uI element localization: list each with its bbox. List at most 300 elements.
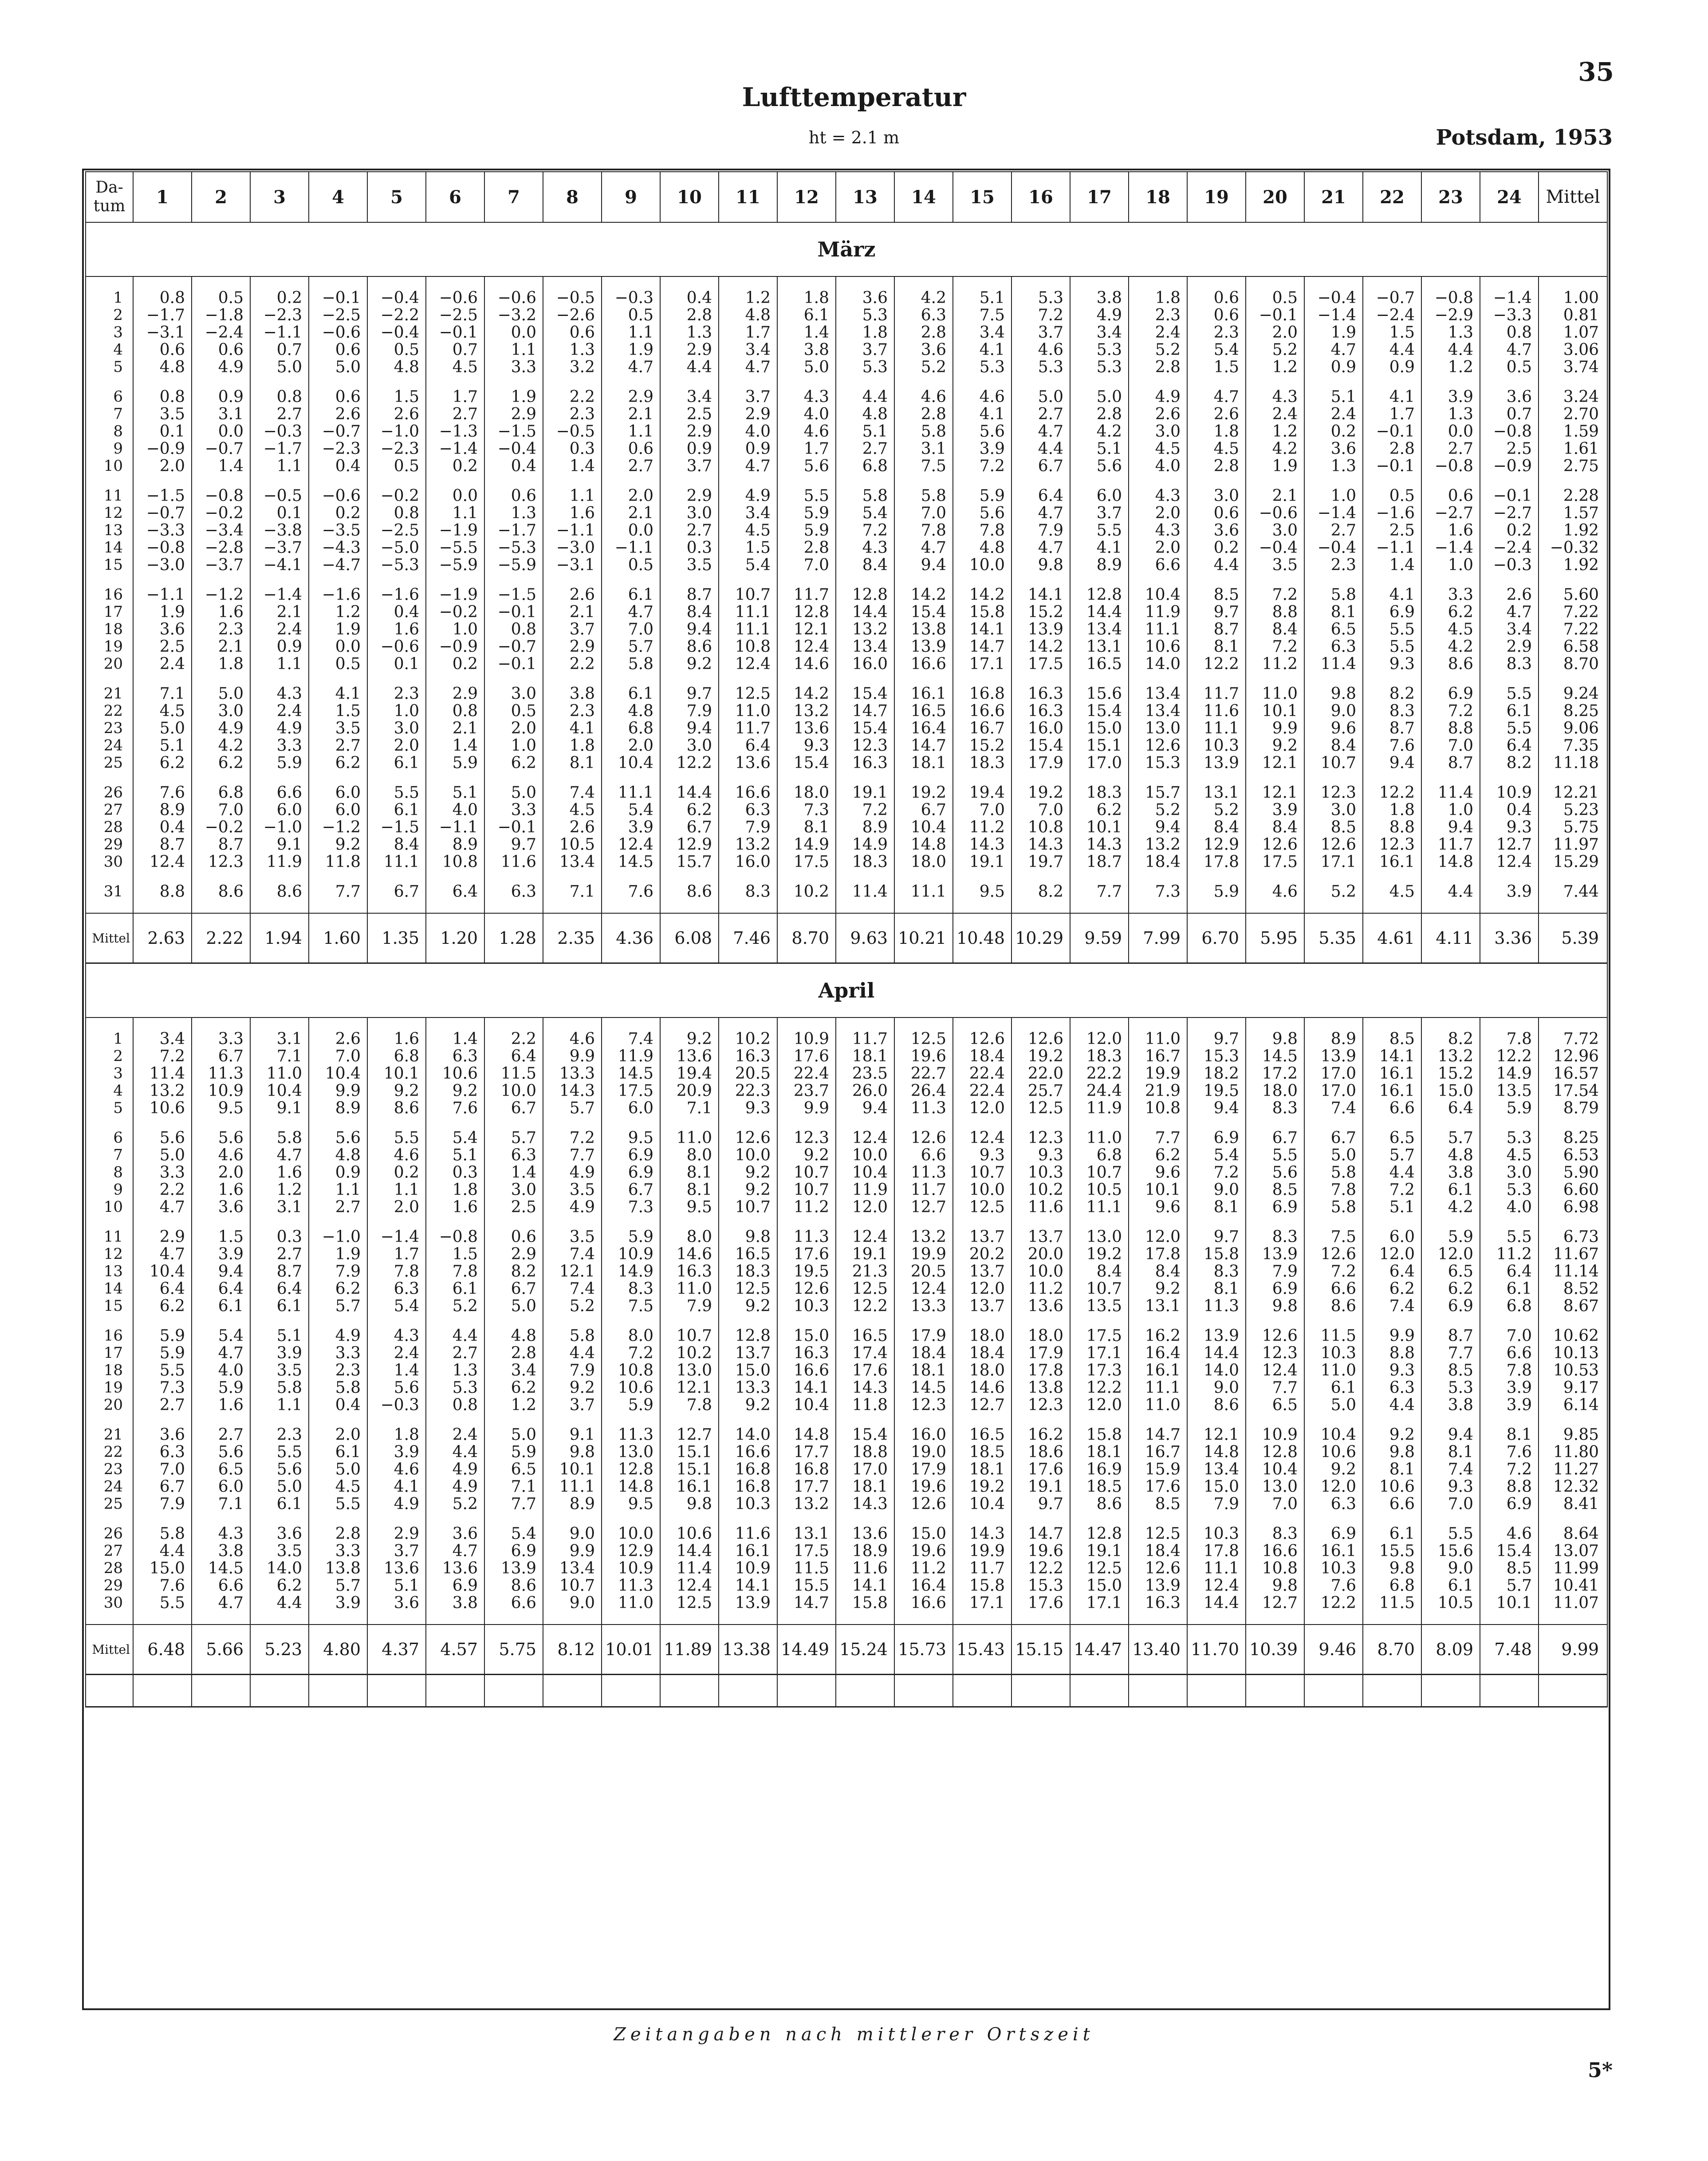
hourly-mean: 10.21 [894, 913, 953, 963]
hourly-value: 12.6 [719, 1129, 777, 1147]
hourly-value: 20.2 [953, 1246, 1011, 1263]
hourly-value: 15.1 [1070, 737, 1129, 754]
row-day: 27 [86, 1542, 133, 1560]
hourly-value: 11.6 [1011, 1199, 1070, 1216]
hourly-value: 12.9 [660, 836, 719, 853]
hourly-value: 4.7 [192, 1345, 250, 1362]
hourly-value: 4.8 [309, 1147, 367, 1164]
hourly-value: 8.6 [660, 638, 719, 655]
hourly-value: 2.7 [250, 406, 309, 423]
hourly-mean: 9.59 [1070, 913, 1129, 963]
hourly-value: 17.9 [894, 1327, 953, 1345]
hourly-value: 16.1 [1304, 1542, 1363, 1560]
hourly-value: 1.4 [426, 1030, 484, 1048]
row-mean: 9.24 [1539, 685, 1607, 702]
hourly-value: 6.2 [1363, 1280, 1421, 1297]
hourly-value: 9.3 [1363, 655, 1421, 673]
hourly-value: 4.3 [1246, 388, 1304, 406]
hourly-value: 6.2 [1070, 801, 1129, 819]
hourly-value: 1.0 [484, 737, 543, 754]
row-mean: 10.41 [1539, 1577, 1607, 1594]
hourly-value: 1.7 [1363, 406, 1421, 423]
hourly-value: 8.8 [1363, 1345, 1421, 1362]
hourly-value: 1.1 [602, 324, 660, 341]
row-mean: 9.06 [1539, 720, 1607, 737]
hourly-value: 15.3 [1011, 1577, 1070, 1594]
hourly-value: 16.8 [719, 1461, 777, 1478]
hourly-value: 6.3 [1304, 638, 1363, 655]
hourly-value: 17.1 [953, 1594, 1011, 1612]
hourly-value: 0.4 [367, 603, 426, 621]
hourly-value: 10.6 [1304, 1443, 1363, 1461]
hourly-value: 8.8 [1421, 720, 1480, 737]
row-day: 9 [86, 1181, 133, 1199]
hourly-value: 5.1 [367, 1577, 426, 1594]
hourly-value: 1.9 [133, 603, 192, 621]
hourly-value: 17.6 [1129, 1478, 1187, 1495]
hourly-value: 7.8 [1304, 1181, 1363, 1199]
hourly-value: 9.4 [1363, 754, 1421, 772]
hourly-value: 9.9 [309, 1082, 367, 1100]
hourly-value: 26.0 [836, 1082, 894, 1100]
hourly-value: 1.5 [1363, 324, 1421, 341]
hourly-value: 16.3 [1011, 702, 1070, 720]
hourly-value: 2.0 [484, 720, 543, 737]
row-mean: 13.07 [1539, 1542, 1607, 1560]
hourly-value: −1.2 [192, 586, 250, 603]
hourly-value: 9.2 [719, 1181, 777, 1199]
hourly-value: 8.3 [719, 883, 777, 900]
hourly-value: 5.1 [133, 737, 192, 754]
hourly-value: 12.6 [1246, 836, 1304, 853]
hourly-value: 6.4 [133, 1280, 192, 1297]
hourly-value: 5.7 [309, 1577, 367, 1594]
hourly-value: 17.1 [1070, 1345, 1129, 1362]
hourly-value: 8.8 [1363, 819, 1421, 836]
hourly-value: 7.8 [660, 1396, 719, 1414]
row-day: 11 [86, 1228, 133, 1246]
hourly-value: 4.6 [953, 388, 1011, 406]
hourly-value: −0.5 [250, 487, 309, 505]
hourly-value: 3.8 [192, 1542, 250, 1560]
hourly-value: 12.7 [894, 1199, 953, 1216]
hourly-value: 17.9 [894, 1461, 953, 1478]
hourly-value: 6.7 [133, 1478, 192, 1495]
row-mean: 10.53 [1539, 1362, 1607, 1379]
hourly-mean: 14.47 [1070, 1625, 1129, 1675]
hourly-value: −1.5 [484, 586, 543, 603]
hourly-value: 15.8 [953, 1577, 1011, 1594]
hourly-value: 3.7 [367, 1542, 426, 1560]
hourly-value: 3.5 [250, 1542, 309, 1560]
hourly-value: 15.4 [1480, 1542, 1539, 1560]
hourly-value: 2.5 [1480, 440, 1539, 457]
hourly-value: 12.6 [777, 1280, 836, 1297]
hourly-value: 4.1 [367, 1478, 426, 1495]
hourly-value: 12.8 [1070, 1525, 1129, 1542]
hourly-value: 1.8 [543, 737, 602, 754]
hourly-value: −0.4 [484, 440, 543, 457]
row-day: 4 [86, 341, 133, 359]
hourly-value: 3.8 [426, 1594, 484, 1612]
hourly-value: 5.8 [543, 1327, 602, 1345]
hourly-value: 11.2 [1246, 655, 1304, 673]
hourly-value: −4.3 [309, 539, 367, 556]
hourly-value: 14.2 [1011, 638, 1070, 655]
hourly-value: 5.9 [1187, 883, 1246, 900]
hourly-value: 19.1 [953, 853, 1011, 871]
hourly-value: 1.2 [719, 289, 777, 307]
hourly-value: 12.6 [1129, 1560, 1187, 1577]
hourly-value: 0.6 [484, 487, 543, 505]
hourly-value: 3.1 [250, 1199, 309, 1216]
hourly-value: 0.3 [426, 1164, 484, 1181]
hourly-value: 22.4 [953, 1065, 1011, 1082]
hourly-value: 5.1 [953, 289, 1011, 307]
hourly-value: 4.3 [1129, 487, 1187, 505]
hourly-value: 7.0 [1246, 1495, 1304, 1513]
hourly-value: 1.4 [426, 737, 484, 754]
hourly-value: 14.9 [836, 836, 894, 853]
hourly-value: 6.2 [133, 1297, 192, 1315]
hourly-value: 3.3 [309, 1345, 367, 1362]
hourly-value: 9.8 [543, 1443, 602, 1461]
hourly-value: 7.9 [543, 1362, 602, 1379]
hourly-value: 7.3 [133, 1379, 192, 1396]
hourly-value: 4.8 [1421, 1147, 1480, 1164]
hourly-value: 8.9 [133, 801, 192, 819]
hourly-value: 3.4 [133, 1030, 192, 1048]
hourly-value: 6.1 [1480, 1280, 1539, 1297]
hourly-value: 12.4 [660, 1577, 719, 1594]
hourly-value: 11.4 [1304, 655, 1363, 673]
hourly-value: 0.0 [426, 487, 484, 505]
hourly-value: 1.6 [426, 1199, 484, 1216]
hourly-value: 5.8 [1304, 1164, 1363, 1181]
hourly-value: 16.2 [1011, 1426, 1070, 1443]
hourly-value: 6.2 [1421, 603, 1480, 621]
hourly-value: 4.7 [1011, 505, 1070, 522]
hourly-value: 5.0 [484, 1297, 543, 1315]
hourly-value: 7.7 [1129, 1129, 1187, 1147]
hourly-value: 9.2 [777, 1147, 836, 1164]
hourly-value: 12.5 [953, 1199, 1011, 1216]
hourly-value: 6.4 [192, 1280, 250, 1297]
hourly-value: 5.2 [1187, 801, 1246, 819]
hourly-value: −1.4 [1421, 539, 1480, 556]
row-day: 23 [86, 720, 133, 737]
hourly-value: 18.1 [836, 1478, 894, 1495]
hourly-value: 15.0 [777, 1327, 836, 1345]
row-day: 4 [86, 1082, 133, 1100]
hourly-value: 6.0 [309, 784, 367, 801]
header-hour: 7 [484, 172, 543, 222]
hourly-value: 4.1 [543, 720, 602, 737]
hourly-value: 4.5 [1480, 1147, 1539, 1164]
hourly-value: 5.6 [367, 1379, 426, 1396]
row-day: 8 [86, 1164, 133, 1181]
hourly-value: 10.5 [543, 836, 602, 853]
hourly-value: 7.7 [484, 1495, 543, 1513]
hourly-value: 8.3 [1246, 1525, 1304, 1542]
table-row [86, 1577, 1607, 1594]
hourly-value: 8.4 [367, 836, 426, 853]
hourly-value: 14.3 [953, 836, 1011, 853]
hourly-value: −0.1 [426, 324, 484, 341]
hourly-value: 7.1 [484, 1478, 543, 1495]
hourly-value: 4.7 [602, 359, 660, 376]
hourly-value: 18.1 [894, 1362, 953, 1379]
hourly-value: 12.3 [1304, 784, 1363, 801]
hourly-value: 22.4 [777, 1065, 836, 1082]
hourly-value: 2.5 [1363, 522, 1421, 539]
hourly-value: 12.5 [1070, 1560, 1129, 1577]
hourly-value: −0.8 [1421, 457, 1480, 475]
row-mean: 8.64 [1539, 1525, 1607, 1542]
hourly-value: 3.9 [953, 440, 1011, 457]
mean-row-label: Mittel [86, 1625, 133, 1675]
hourly-value: 16.5 [719, 1246, 777, 1263]
hourly-value: 4.6 [192, 1147, 250, 1164]
hourly-value: 18.0 [1246, 1082, 1304, 1100]
hourly-mean: 11.70 [1187, 1625, 1246, 1675]
hourly-value: 15.0 [1421, 1082, 1480, 1100]
hourly-value: 10.9 [719, 1560, 777, 1577]
row-day: 7 [86, 1147, 133, 1164]
hourly-value: 0.9 [192, 388, 250, 406]
hourly-value: 19.1 [836, 1246, 894, 1263]
hourly-value: 11.9 [250, 853, 309, 871]
row-day: 28 [86, 819, 133, 836]
hourly-mean: 7.46 [719, 913, 777, 963]
hourly-value: 13.4 [543, 853, 602, 871]
hourly-value: 16.5 [836, 1327, 894, 1345]
hourly-value: 11.1 [367, 853, 426, 871]
hourly-value: 4.3 [1129, 522, 1187, 539]
header-hour: 8 [543, 172, 602, 222]
hourly-value: 2.7 [192, 1426, 250, 1443]
hourly-value: 9.2 [719, 1396, 777, 1414]
hourly-value: 6.6 [484, 1594, 543, 1612]
hourly-value: 16.7 [953, 720, 1011, 737]
hourly-value: 7.3 [1129, 883, 1187, 900]
hourly-value: 7.2 [836, 522, 894, 539]
hourly-value: 4.4 [1421, 341, 1480, 359]
hourly-value: 12.1 [777, 621, 836, 638]
hourly-value: 14.5 [192, 1560, 250, 1577]
hourly-value: 4.8 [836, 406, 894, 423]
hourly-value: 2.3 [192, 621, 250, 638]
row-mean: 11.27 [1539, 1461, 1607, 1478]
row-day: 19 [86, 1379, 133, 1396]
hourly-value: 14.2 [777, 685, 836, 702]
hourly-value: 19.9 [1129, 1065, 1187, 1082]
hourly-value: 9.8 [1246, 1297, 1304, 1315]
hourly-value: 7.9 [309, 1263, 367, 1280]
hourly-value: 8.7 [660, 586, 719, 603]
hourly-value: 20.0 [1011, 1246, 1070, 1263]
hourly-value: 17.5 [1246, 853, 1304, 871]
hourly-value: 4.3 [250, 685, 309, 702]
hourly-value: 6.2 [309, 754, 367, 772]
hourly-value: 4.5 [1187, 440, 1246, 457]
table-row [86, 1280, 1607, 1297]
hourly-value: −1.9 [426, 586, 484, 603]
hourly-value: 16.6 [719, 1443, 777, 1461]
hourly-value: −1.0 [367, 423, 426, 440]
hourly-value: 6.2 [660, 801, 719, 819]
hourly-value: 18.4 [1129, 853, 1187, 871]
hourly-value: 0.0 [309, 638, 367, 655]
hourly-value: 6.0 [250, 801, 309, 819]
hourly-value: 4.3 [777, 388, 836, 406]
hourly-value: 4.2 [1070, 423, 1129, 440]
hourly-value: 7.6 [133, 784, 192, 801]
hourly-value: 4.9 [543, 1164, 602, 1181]
hourly-value: 17.5 [777, 853, 836, 871]
hourly-value: 14.8 [602, 1478, 660, 1495]
hourly-value: 5.9 [602, 1228, 660, 1246]
hourly-value: 0.1 [367, 655, 426, 673]
hourly-value: 0.0 [484, 324, 543, 341]
hourly-value: 8.6 [1187, 1396, 1246, 1414]
table-row [86, 1082, 1607, 1100]
hourly-value: 15.9 [1129, 1461, 1187, 1478]
hourly-value: 12.6 [1129, 737, 1187, 754]
hourly-value: 2.4 [426, 1426, 484, 1443]
hourly-value: 2.6 [1187, 406, 1246, 423]
hourly-value: 9.1 [250, 836, 309, 853]
hourly-value: 14.3 [543, 1082, 602, 1100]
hourly-value: 5.3 [1011, 289, 1070, 307]
hourly-value: 14.0 [1187, 1362, 1246, 1379]
hourly-value: 10.3 [719, 1495, 777, 1513]
hourly-value: 13.9 [894, 638, 953, 655]
hourly-value: 1.6 [192, 1181, 250, 1199]
hourly-value: 15.3 [1187, 1048, 1246, 1065]
hourly-value: 4.1 [953, 341, 1011, 359]
hourly-value: 10.4 [1246, 1461, 1304, 1478]
hourly-mean: 4.80 [309, 1625, 367, 1675]
hourly-value: 3.6 [836, 289, 894, 307]
hourly-value: 1.8 [192, 655, 250, 673]
hourly-value: 8.1 [543, 754, 602, 772]
hourly-value: 5.0 [250, 359, 309, 376]
hourly-value: 4.5 [133, 702, 192, 720]
hourly-value: 8.7 [1421, 1327, 1480, 1345]
hourly-value: 16.6 [719, 784, 777, 801]
hourly-value: −1.2 [309, 819, 367, 836]
hourly-value: 5.9 [777, 522, 836, 539]
hourly-value: 16.0 [894, 1426, 953, 1443]
hourly-value: 0.4 [660, 289, 719, 307]
row-mean: 7.22 [1539, 603, 1607, 621]
hourly-value: 16.1 [1363, 1065, 1421, 1082]
hourly-value: 12.6 [1304, 836, 1363, 853]
hourly-value: 7.7 [1070, 883, 1129, 900]
hourly-value: 13.6 [719, 754, 777, 772]
hourly-value: 21.3 [836, 1263, 894, 1280]
hourly-value: 17.0 [1304, 1082, 1363, 1100]
hourly-value: 6.3 [484, 1147, 543, 1164]
hourly-value: 8.5 [1304, 819, 1363, 836]
hourly-value: 14.1 [1011, 586, 1070, 603]
row-day: 13 [86, 1263, 133, 1280]
hourly-value: 9.2 [1246, 737, 1304, 754]
hourly-value: 5.5 [133, 1594, 192, 1612]
hourly-value: −1.0 [309, 1228, 367, 1246]
hourly-value: 6.5 [1421, 1263, 1480, 1280]
hourly-value: 15.3 [1129, 754, 1187, 772]
hourly-value: 8.2 [484, 1263, 543, 1280]
hourly-value: 12.1 [1246, 784, 1304, 801]
hourly-value: 22.4 [953, 1082, 1011, 1100]
hourly-value: 3.6 [1480, 388, 1539, 406]
hourly-value: 6.1 [1363, 1525, 1421, 1542]
hourly-value: 0.5 [367, 341, 426, 359]
hourly-value: 9.1 [543, 1426, 602, 1443]
hourly-value: 8.9 [426, 836, 484, 853]
hourly-value: 3.7 [660, 457, 719, 475]
hourly-value: 1.4 [777, 324, 836, 341]
hourly-mean: 11.89 [660, 1625, 719, 1675]
hourly-value: 1.2 [1246, 423, 1304, 440]
hourly-value: 5.3 [953, 359, 1011, 376]
hourly-value: −3.1 [133, 324, 192, 341]
hourly-value: 6.1 [1480, 702, 1539, 720]
hourly-value: 1.9 [309, 1246, 367, 1263]
hourly-value: 6.2 [1129, 1147, 1187, 1164]
hourly-value: 11.5 [1304, 1327, 1363, 1345]
hourly-value: 2.5 [133, 638, 192, 655]
hourly-value: 17.5 [1011, 655, 1070, 673]
hourly-value: 19.6 [1011, 1542, 1070, 1560]
hourly-value: 6.7 [484, 1100, 543, 1117]
hourly-value: 12.3 [836, 737, 894, 754]
hourly-value: 16.3 [777, 1345, 836, 1362]
hourly-value: 2.4 [1304, 406, 1363, 423]
hourly-value: 9.3 [1363, 1362, 1421, 1379]
hourly-value: 12.4 [1187, 1577, 1246, 1594]
hourly-value: 2.3 [1187, 324, 1246, 341]
hourly-value: 4.8 [719, 307, 777, 324]
hourly-value: 5.0 [133, 1147, 192, 1164]
hourly-value: 17.7 [777, 1478, 836, 1495]
hourly-value: 3.6 [367, 1594, 426, 1612]
hourly-value: 5.0 [1011, 388, 1070, 406]
hourly-value: 0.4 [133, 819, 192, 836]
row-day: 24 [86, 737, 133, 754]
hourly-value: 9.7 [660, 685, 719, 702]
hourly-value: 10.1 [1246, 702, 1304, 720]
hourly-value: 13.2 [719, 836, 777, 853]
hourly-value: 0.2 [426, 655, 484, 673]
footer-note: Zeitangaben nach mittlerer Ortszeit [614, 2024, 1094, 2045]
hourly-value: −1.7 [133, 307, 192, 324]
hourly-value: 12.9 [1187, 836, 1246, 853]
hourly-value: 4.0 [192, 1362, 250, 1379]
hourly-value: −0.9 [133, 440, 192, 457]
hourly-value: 20.5 [719, 1065, 777, 1082]
hourly-value: 11.1 [719, 603, 777, 621]
row-day: 6 [86, 388, 133, 406]
hourly-mean: 1.60 [309, 913, 367, 963]
hourly-value: 6.1 [250, 1297, 309, 1315]
hourly-value: 2.9 [484, 406, 543, 423]
row-mean: 8.25 [1539, 702, 1607, 720]
hourly-value: 5.9 [484, 1443, 543, 1461]
hourly-value: 9.7 [484, 836, 543, 853]
